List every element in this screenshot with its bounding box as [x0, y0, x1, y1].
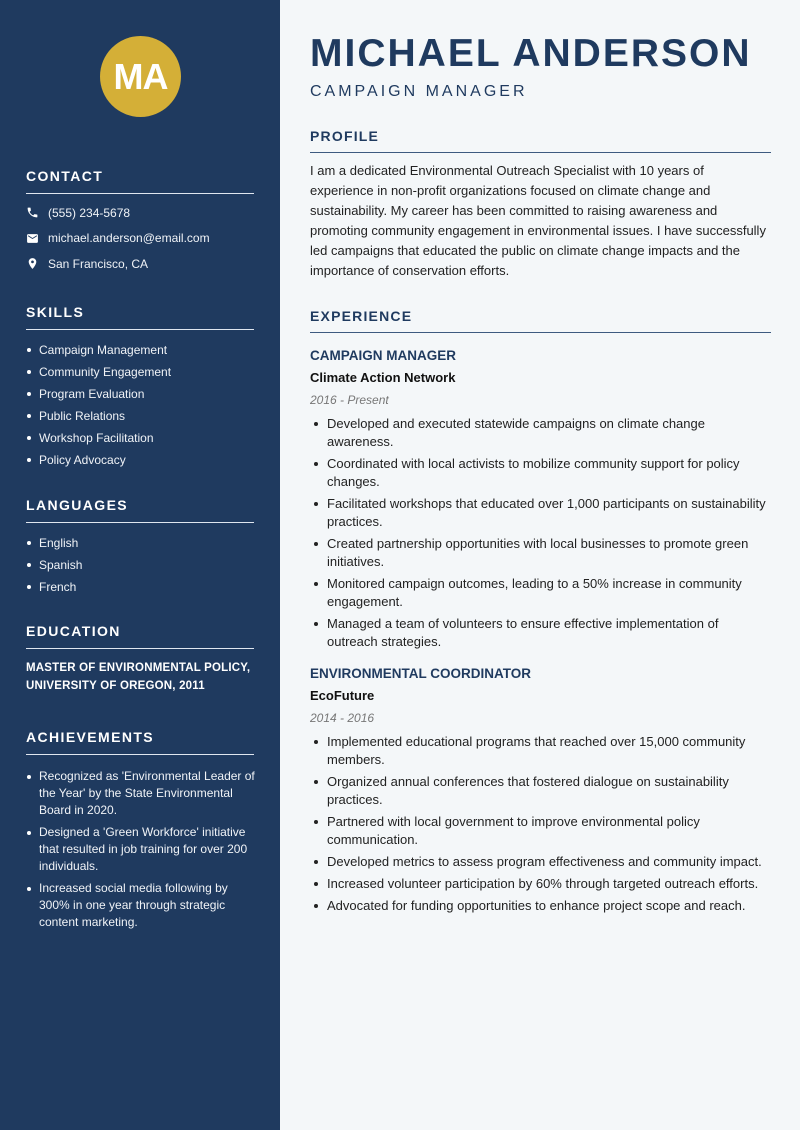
education-section — [26, 623, 254, 695]
skill-item: Workshop Facilitation — [26, 427, 254, 449]
full-name: MICHAEL ANDERSON — [310, 32, 752, 75]
avatar: MA — [100, 36, 181, 117]
skills-section — [26, 304, 254, 471]
language-item: Spanish — [26, 554, 254, 576]
skill-item: Policy Advocacy — [26, 449, 254, 471]
profile-section — [310, 128, 771, 281]
phone-text: (555) 234-5678 — [48, 205, 131, 220]
job-bullet: Coordinated with local activists to mobilize community support for policy changes. — [310, 455, 771, 491]
job-entry-company: EcoFuture — [310, 688, 375, 703]
job-entry-title: ENVIRONMENTAL COORDINATOR — [310, 666, 532, 681]
contact-location — [26, 251, 254, 277]
job-bullet: Developed and executed statewide campaigns on climate change awareness. — [310, 415, 771, 451]
education-degree: MASTER OF ENVIRONMENTAL POLICY, — [26, 662, 251, 674]
job-bullet: Created partnership opportunities with local businesses to promote green initiatives. — [310, 535, 771, 571]
languages-heading: LANGUAGES — [26, 497, 254, 523]
job-bullet: Partnered with local government to improve environmental policy communication. — [310, 813, 771, 849]
job-bullet: Facilitated workshops that educated over 1,000 participants on sustainability practices. — [310, 495, 771, 531]
job-bullet: Organized annual conferences that fostered dialogue on sustainability practices. — [310, 773, 771, 809]
language-item: English — [26, 532, 254, 554]
job-entry-bullets — [310, 733, 771, 915]
achievements-heading: ACHIEVEMENTS — [26, 729, 254, 755]
profile-heading: PROFILE — [310, 128, 771, 153]
skills-heading: SKILLS — [26, 304, 254, 330]
achievements-section — [26, 729, 256, 936]
skill-item: Community Engagement — [26, 361, 254, 383]
job-entry-dates: 2016 - Present — [310, 393, 389, 407]
job-bullet: Managed a team of volunteers to ensure effective implementation of outreach strategies. — [310, 615, 771, 651]
language-item: French — [26, 576, 254, 598]
job-title: CAMPAIGN MANAGER — [310, 83, 528, 100]
job-bullet: Developed metrics to assess program effectiveness and community impact. — [310, 853, 771, 871]
experience-section — [310, 308, 771, 919]
contact-heading: CONTACT — [26, 168, 254, 194]
sidebar — [0, 0, 280, 1130]
job-bullet: Monitored campaign outcomes, leading to a 50% increase in community engagement. — [310, 575, 771, 611]
location-pin-icon — [26, 257, 39, 270]
email-text: michael.anderson@email.com — [48, 231, 210, 246]
achievement-item: Recognized as 'Environmental Leader of the Year' by the State Environmental Board in 2020. — [26, 768, 256, 819]
achievement-item: Increased social media following by 300% in one year through strategic content marketing. — [26, 880, 256, 931]
profile-text: I am a dedicated Environmental Outreach Specialist with 10 years of experience in non-profit organizations focused on climate change and sustainability. My career has been committed to raising awareness and promoting community engagement in environmental issues. I have successfully led campaigns that educated the public on climate change impacts and the importance of conservation efforts. — [310, 163, 766, 278]
achievement-item: Designed a 'Green Workforce' initiative that resulted in job training for over 200 individuals. — [26, 824, 256, 875]
job-entry-title: CAMPAIGN MANAGER — [310, 348, 456, 363]
contact-email — [26, 226, 254, 252]
job-entry-bullets — [310, 415, 771, 651]
languages-list — [26, 532, 254, 598]
contact-section — [26, 168, 254, 277]
location-text: San Francisco, CA — [48, 256, 149, 271]
job-bullet: Increased volunteer participation by 60% through targeted outreach efforts. — [310, 875, 771, 893]
education-school: UNIVERSITY OF OREGON, 2011 — [26, 680, 205, 692]
skills-list — [26, 339, 254, 471]
skill-item: Program Evaluation — [26, 383, 254, 405]
job-entry-dates: 2014 - 2016 — [310, 711, 375, 725]
job-entry — [310, 663, 771, 915]
job-entry — [310, 345, 771, 651]
skill-item: Public Relations — [26, 405, 254, 427]
skill-item: Campaign Management — [26, 339, 254, 361]
achievements-list — [26, 768, 256, 931]
job-bullet: Advocated for funding opportunities to enhance project scope and reach. — [310, 897, 771, 915]
phone-icon — [26, 206, 39, 219]
languages-section — [26, 497, 254, 598]
contact-phone — [26, 200, 254, 226]
education-heading: EDUCATION — [26, 623, 254, 649]
experience-heading: EXPERIENCE — [310, 308, 771, 333]
job-bullet: Implemented educational programs that reached over 15,000 community members. — [310, 733, 771, 769]
email-icon — [26, 232, 39, 245]
job-entry-company: Climate Action Network — [310, 370, 456, 385]
